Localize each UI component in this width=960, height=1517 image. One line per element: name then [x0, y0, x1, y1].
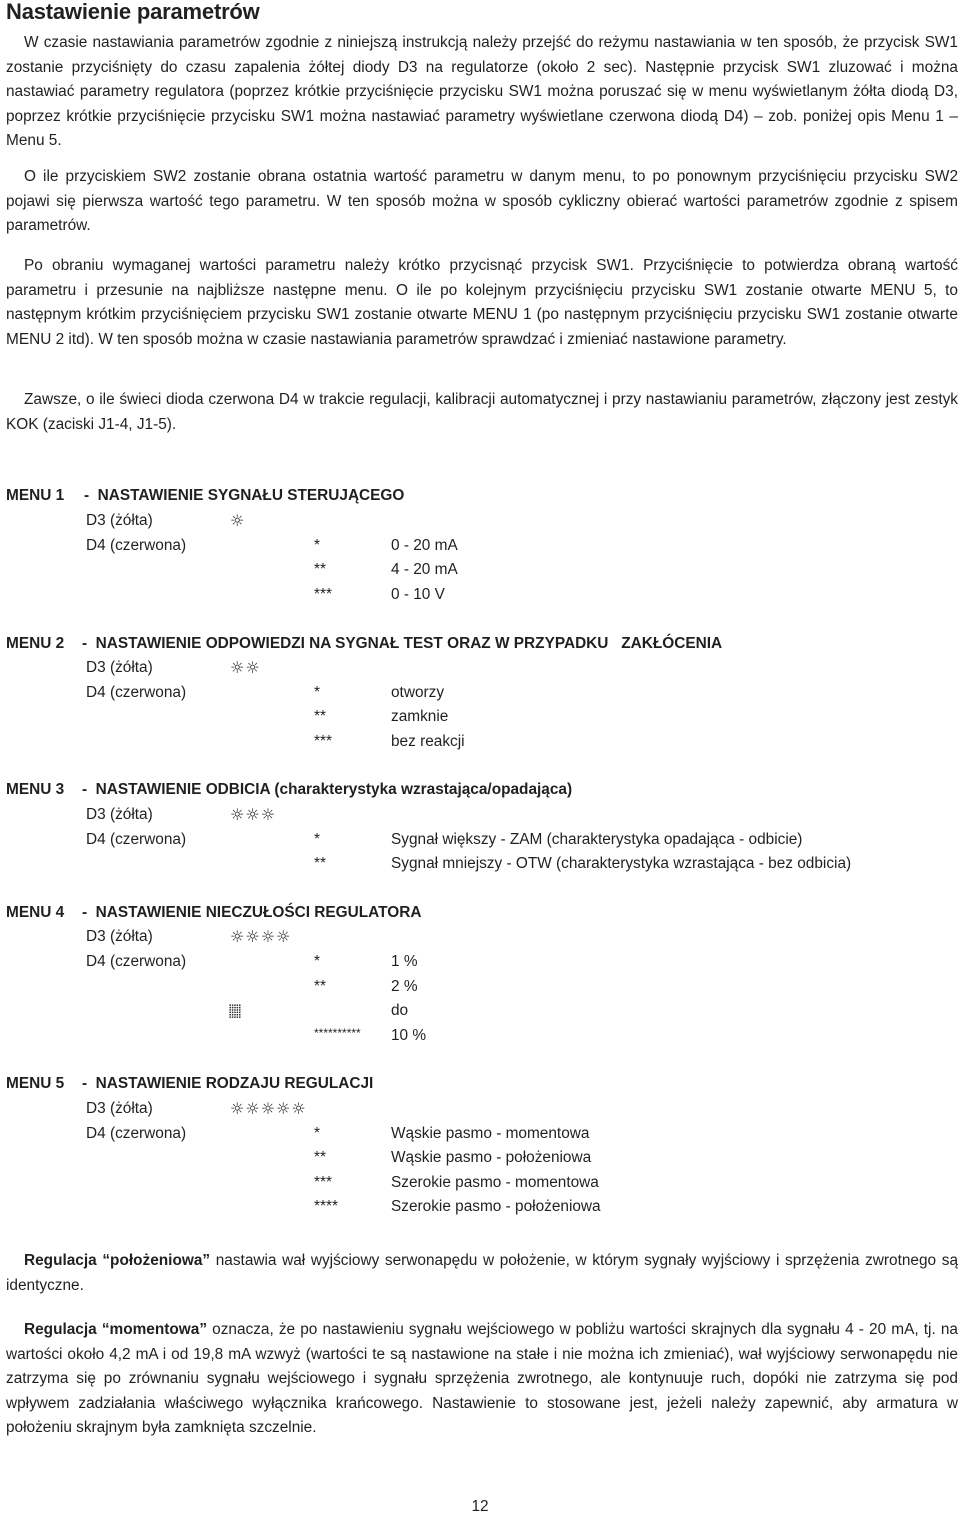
menu-2-heading: - NASTAWIENIE ODPOWIEDZI NA SYGNAŁ TEST ORAZ W PRZYPADKU ZAKŁÓCENIA: [82, 635, 723, 652]
option-stars: ***: [314, 586, 332, 603]
option-value: Wąskie pasmo - położeniowa: [391, 1149, 592, 1166]
led-blink-icon: ☼☼: [230, 658, 261, 677]
positional-regulation-paragraph: [6, 1249, 958, 1298]
torque-regulation-text: oznacza, że po nastawieniu sygnału wejściowego w pobliżu wartości skrajnych dla sygnału 4 - 20 mA, tj. na wartości około 4,2 mA i od 19,8 mA wzwyż (wartości te są nastawione na stałe i nie można ich zmieniać), wał wyjściowy serwonapędu nie zatrzyma się po zrównaniu sygnału wejściowego i sygnału sprzężenia zwrotnego, ale kontynuuje ruch, dopóki nie zatrzyma się pod wpływem zadziałania właściwego wyłącznika krańcowego. Nastawienie to stosowane jest, jeżeli należy zapewnić, aby armatura w położeniu skrajnym była zamknięta szczelnie.: [6, 1321, 958, 1436]
option-value: otworzy: [391, 684, 445, 701]
option-stars: ***: [314, 1174, 332, 1191]
intro-text: W czasie nastawiania parametrów zgodnie z niniejszą instrukcją należy przejść do reżymu nastawiania w ten sposób, że przycisk SW1 zostanie przyciśnięty do czasu zapalenia żółtej diody D3 na regulatorze (około 2 sec). Następnie przycisk SW1 zluzować i można nastawiać parametry regulatora (poprzez krótkie przyciśnięcie przycisku SW1 można poruszać się w menu wyświetlanym żółta diodą D3, poprzez krótkie przyciśnięcie przycisku SW1 można nastawiać parametry wyświetlane czerwona diodą D4) – zob. poniżej opis Menu 1 – Menu 5.: [6, 34, 958, 149]
option-stars: **: [314, 978, 326, 995]
option-value: 0 - 20 mA: [391, 537, 458, 554]
option-value: bez reakcji: [391, 733, 465, 750]
positional-regulation-text: nastawia wał wyjściowy serwonapędu w położenie, w którym sygnały wyjściowy i sprzężenia zwrotnego są identyczne.: [6, 1252, 959, 1294]
d4-label: D4 (czerwona): [86, 537, 187, 554]
menu-4-heading: - NASTAWIENIE NIECZUŁOŚCI REGULATORA: [82, 904, 422, 921]
positional-regulation-term: Regulacja “położeniowa”: [24, 1252, 211, 1269]
menu-5-heading: - NASTAWIENIE RODZAJU REGULACJI: [82, 1075, 374, 1092]
kok-text: Zawsze, o ile świeci dioda czerwona D4 w trakcie regulacji, kalibracji automatycznej i przy nastawianiu parametrów, złączony jest zestyk KOK (zaciski J1-4, J1-5).: [6, 391, 958, 433]
menu-3-number: MENU 3: [6, 781, 65, 798]
menu-5-number: MENU 5: [6, 1075, 65, 1092]
option-value: 1 %: [391, 953, 418, 970]
led-blink-icon: ☼☼☼☼: [230, 927, 292, 946]
kok-paragraph: [6, 388, 958, 437]
d3-label: D3 (żółta): [86, 806, 153, 823]
d4-label: D4 (czerwona): [86, 1125, 187, 1142]
d3-label: D3 (żółta): [86, 512, 153, 529]
option-value: 2 %: [391, 978, 418, 995]
option-value: Szerokie pasmo - położeniowa: [391, 1198, 601, 1215]
option-value: do: [391, 1002, 409, 1019]
confirm-text: Po obraniu wymaganej wartości parametru należy krótko przycisnąć przycisk SW1. Przyciśnięcie to potwierdza obraną wartość parametru i przesunie na najbliższe następne menu. O ile po kolejnym przyciśnięciu przycisku SW1 zostanie otwarte MENU 5, to następnym krótkim przyciśnięciem przycisku SW1 zostanie otwarte MENU 1 (po następnym przyciśnięciu przycisku SW1 zostanie otwarte MENU 2 itd). W ten sposób można w czasie nastawiania parametrów sprawdzać i zmieniać nastawione parametry.: [6, 257, 958, 348]
menu-4-title: [6, 901, 421, 926]
d3-label: D3 (żółta): [86, 1100, 153, 1117]
menu-4-number: MENU 4: [6, 904, 65, 921]
d3-label: D3 (żółta): [86, 659, 153, 676]
option-value: 0 - 10 V: [391, 586, 445, 603]
led-blink-icon: ☼: [230, 511, 246, 530]
option-value: Wąskie pasmo - momentowa: [391, 1125, 590, 1142]
option-stars: ***: [314, 733, 332, 750]
option-stars: **********: [314, 1026, 361, 1040]
dotted-range-icon: [229, 1004, 241, 1018]
option-value: Szerokie pasmo - momentowa: [391, 1174, 599, 1191]
d4-label: D4 (czerwona): [86, 953, 187, 970]
menu-3-title: [6, 778, 572, 803]
d3-label: D3 (żółta): [86, 928, 153, 945]
option-value: zamknie: [391, 708, 449, 725]
intro-paragraph: [6, 31, 958, 154]
torque-regulation-paragraph: [6, 1318, 958, 1441]
menu-2-number: MENU 2: [6, 635, 65, 652]
page-number: 12: [471, 1498, 489, 1515]
option-stars: **: [314, 855, 326, 872]
torque-regulation-term: Regulacja “momentowa”: [24, 1321, 208, 1338]
option-stars: *: [314, 684, 320, 701]
option-stars: **: [314, 1149, 326, 1166]
menu-1-number: MENU 1: [6, 487, 65, 504]
option-value: 10 %: [391, 1027, 427, 1044]
option-stars: *: [314, 537, 320, 554]
page-title: Nastawienie parametrów: [6, 0, 260, 24]
option-stars: **: [314, 561, 326, 578]
sw2-text: O ile przyciskiem SW2 zostanie obrana ostatnia wartość parametru w danym menu, to po ponownym przyciśnięciu przycisku SW2 pojawi się pierwsza wartość tego parametru. W ten sposób można w sposób cykliczny obierać wartości parametrów zgodnie z spisem parametrów.: [6, 168, 958, 234]
confirm-paragraph: [6, 254, 958, 352]
led-blink-icon: ☼☼☼: [230, 805, 277, 824]
option-stars: *: [314, 1125, 320, 1142]
menu-5-title: [6, 1072, 373, 1097]
menu-2-title: [6, 632, 722, 657]
option-stars: *: [314, 953, 320, 970]
d4-label: D4 (czerwona): [86, 684, 187, 701]
option-value: Sygnał większy - ZAM (charakterystyka opadająca - odbicie): [391, 831, 803, 848]
menu-3-heading: - NASTAWIENIE ODBICIA (charakterystyka wzrastająca/opadająca): [82, 781, 573, 798]
option-value: Sygnał mniejszy - OTW (charakterystyka wzrastająca - bez odbicia): [391, 855, 852, 872]
menu-1-heading: - NASTAWIENIE SYGNAŁU STERUJĄCEGO: [84, 487, 405, 504]
option-stars: *: [314, 831, 320, 848]
option-stars: **: [314, 708, 326, 725]
option-stars: ****: [314, 1198, 338, 1215]
menu-1-title: [6, 484, 404, 509]
d4-label: D4 (czerwona): [86, 831, 187, 848]
option-value: 4 - 20 mA: [391, 561, 458, 578]
led-blink-icon: ☼☼☼☼☼: [230, 1099, 307, 1118]
sw2-paragraph: [6, 165, 958, 239]
